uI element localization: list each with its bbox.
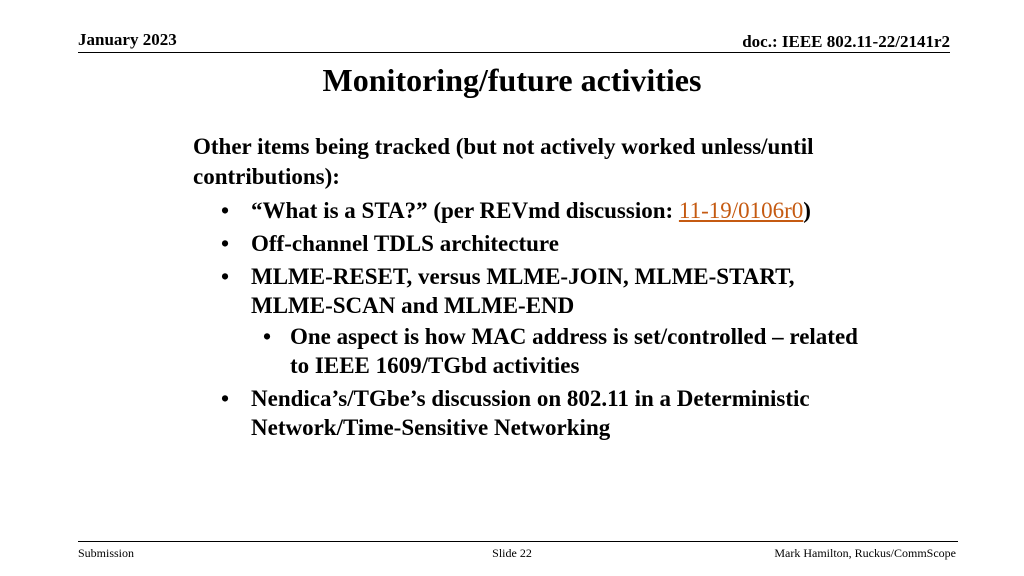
header-divider [78, 52, 950, 53]
header-doc-id: doc.: IEEE 802.11-22/2141r2 [742, 32, 950, 51]
list-item-text: Nendica’s/TGbe’s discussion on 802.11 in a Deterministic Network/Time-Sensitive Networking [251, 386, 810, 440]
list-item [193, 262, 873, 380]
footer-author: Mark Hamilton, Ruckus/CommScope [774, 546, 956, 560]
bullet-marker: • [221, 231, 230, 256]
list-item [193, 196, 873, 225]
bullet-marker: • [221, 386, 230, 411]
footer-slide-number: Slide 22 [492, 546, 532, 560]
list-item [193, 229, 873, 258]
list-item-text: MLME-RESET, versus MLME-JOIN, MLME-START, MLME-SCAN and MLME-END [251, 264, 795, 318]
bullet-marker: • [221, 264, 230, 289]
list-item-text-suffix: ) [803, 198, 811, 223]
header-date: January 2023 [78, 30, 177, 49]
list-item-text: “What is a STA?” (per REVmd discussion: [251, 198, 679, 223]
sub-list-item [251, 322, 873, 380]
sub-list-item-text: One aspect is how MAC address is set/controlled – related to IEEE 1609/TGbd activities [290, 324, 858, 378]
bullet-marker: • [263, 324, 272, 349]
footer-submission: Submission [78, 546, 135, 560]
slide-title: Monitoring/future activities [322, 62, 702, 98]
list-item [193, 384, 873, 442]
document-link[interactable]: 11-19/0106r0 [678, 198, 804, 223]
slide-content [193, 132, 873, 446]
bullet-marker: • [221, 198, 230, 223]
sub-bullet-list [251, 322, 873, 380]
footer-divider [78, 541, 958, 542]
intro-text: Other items being tracked (but not actively worked unless/until contributions): [193, 134, 814, 189]
list-item-text: Off-channel TDLS architecture [251, 231, 559, 256]
bullet-list [193, 196, 873, 442]
